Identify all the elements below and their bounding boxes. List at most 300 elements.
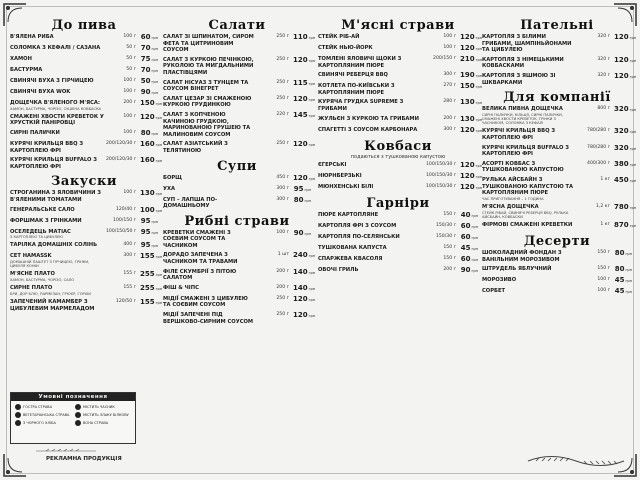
section-miasni: [318, 18, 483, 135]
dish-name: [482, 161, 580, 174]
price-value: 80: [140, 128, 151, 137]
dish-price: [460, 33, 483, 42]
dish-title: РУЛЬКА АЙСБАЙН З ТУШКОВАНОЮ КАПУСТОЮ ТА КАРТОПЛЯНИМ ПЮРЕ: [482, 176, 574, 197]
dish-weight: 250 г: [276, 312, 289, 318]
price-value: 150: [460, 82, 475, 91]
dish-weight: 250 г: [276, 295, 289, 301]
price-value: 45: [460, 243, 471, 252]
price-currency: грн: [151, 131, 158, 136]
dish-title: КАРТОПЛЯ ФРІ З СОУСОМ: [318, 222, 397, 229]
corner-ornament: [2, 452, 28, 478]
dish-title: СТРОГАНИНА З ЯЛОВИЧИНИ З В'ЯЛЕНИМИ ТОМАТАМИ: [10, 190, 101, 203]
dish-name: [482, 106, 580, 125]
section-title: Для компанії: [503, 90, 611, 106]
dish-title: КАРТОПЛЯ З НІМЕЦЬКИМИ КОВБАСКАМИ: [482, 56, 564, 70]
dish-price: [614, 33, 637, 42]
menu-item: [318, 212, 478, 220]
dish-weight: 300 г: [443, 126, 456, 132]
dish-weight: 100 г: [123, 89, 136, 94]
dish-weight: 100 г: [123, 129, 136, 135]
menu-item: [163, 33, 316, 54]
dish-title: КАРТОПЛЯ ПО-СЕЛЯНСЬКИ: [318, 233, 400, 240]
menu-item: [318, 223, 478, 231]
dish-weight: 150/30 г: [435, 222, 456, 228]
dish-price: [293, 173, 316, 183]
menu-item: [318, 33, 483, 42]
dish-weight: 250 г: [276, 141, 289, 147]
dish-name: [163, 285, 259, 292]
menu-item: [10, 284, 163, 296]
dish-name: [163, 175, 259, 182]
dish-title: САЛАТ З КУРКОЮ ПЕЧІНКОЮ, РУКОЛОЮ ТА МИГДАЛЬНИМИ ПЛАСТІВЦЯМИ: [163, 56, 254, 76]
dish-price: [460, 267, 478, 275]
price-value: 95: [140, 216, 151, 225]
dish-price: [140, 130, 158, 138]
dish-price: [140, 218, 158, 226]
menu-item: [482, 33, 637, 54]
dish-title: ЗАПЕЧЕНИЙ КАМАМБЕР З ЦИБУЛЕВИМ МАРМЕЛАДОМ: [10, 298, 95, 312]
dish-price: [460, 55, 483, 64]
dish-weight: 1,2 кг: [596, 203, 610, 209]
price-value: 60: [460, 221, 471, 230]
dish-weight: 100/150/30 г: [426, 172, 457, 178]
chili-icon: [15, 404, 21, 410]
dish-name: [163, 141, 259, 154]
dish-price: [293, 110, 316, 120]
dish-title: ДОЩЕЧКА В'ЯЛЕНОГО М'ЯСА:: [10, 100, 101, 106]
dish-price: [140, 284, 163, 293]
dish-title: М'ЯСНА ДОЩЕЧКА: [482, 203, 539, 210]
dish-title: ШТРУДЕЛЬ ЯБЛУЧНИЙ: [482, 266, 552, 273]
menu-item: [482, 288, 632, 296]
dish-price: [460, 245, 478, 253]
menu-item: [10, 89, 158, 97]
legend-item: [75, 412, 131, 418]
dish-price: [614, 143, 637, 153]
price-currency: грн: [475, 117, 483, 122]
menu-item: [163, 94, 316, 109]
dish-name: [163, 112, 259, 138]
price-currency: грн: [475, 163, 483, 168]
dish-price: [140, 189, 163, 198]
section-title: Гарніри: [366, 195, 430, 211]
dish-weight: 250 г: [276, 79, 289, 85]
price-currency: грн: [308, 113, 316, 118]
dish-price: [614, 202, 637, 212]
price-value: 95: [293, 184, 304, 193]
legend-label: З ЧОРНОГО ХЛІБА: [23, 421, 56, 425]
dish-weight: 220 г: [276, 111, 289, 117]
section-deserty: [482, 234, 632, 296]
menu-item: [163, 251, 316, 266]
dish-price: [614, 288, 632, 296]
price-currency: грн: [308, 254, 316, 259]
dish-price: [140, 45, 158, 53]
menu-item: [163, 267, 316, 282]
menu-item: [318, 125, 483, 135]
dish-weight: 150/30 г: [435, 233, 456, 239]
dish-price: [293, 55, 316, 65]
dish-name: [163, 96, 259, 109]
price-value: 320: [614, 143, 629, 152]
price-currency: грн: [629, 130, 637, 135]
menu-item: [10, 56, 158, 64]
menu-item: [318, 234, 478, 242]
price-value: 160: [140, 139, 155, 148]
price-value: 120: [614, 55, 629, 64]
dish-name: [10, 190, 106, 203]
menu-item: [482, 55, 637, 70]
dish-price: [460, 234, 478, 242]
dish-name: [318, 162, 426, 169]
dish-title: ОСЕЛЕДЕЦЬ МАТІАС: [10, 228, 71, 235]
dish-title: НЮРНБЕРЗЬКІ: [318, 172, 362, 179]
dish-name: [10, 114, 106, 127]
dish-price: [460, 160, 483, 170]
dish-name: [482, 222, 580, 229]
dish-name: [10, 45, 106, 52]
menu-item: [163, 110, 316, 138]
dish-title: КАРТОПЛЯ З ЯШМОЮ ЗІ ШКВАРКАМИ: [482, 72, 556, 86]
menu-item: [482, 127, 637, 141]
dish-name: [10, 100, 106, 111]
section-salaty: [163, 18, 316, 155]
dish-weight: 50 г: [126, 56, 136, 61]
dish-title: ТУШКОВАНА КАПУСТА: [318, 244, 387, 251]
dish-weight: 200/120/30 г: [106, 157, 137, 163]
dish-name: [318, 223, 426, 230]
menu-item: [163, 140, 316, 154]
price-value: 130: [460, 114, 475, 123]
dish-price: [460, 256, 478, 264]
price-currency: грн: [151, 47, 158, 51]
dish-price: [140, 242, 158, 250]
dish-title: СПАРЖЕВА КВАСОЛЯ: [318, 255, 383, 262]
dish-title: СИРНІ ПАЛИЧКИ: [10, 129, 60, 136]
dish-name: [318, 212, 426, 219]
price-value: 120: [293, 55, 308, 64]
dish-name: [10, 242, 106, 249]
price-value: 140: [293, 267, 308, 276]
dish-price: [140, 139, 163, 149]
dish-name: [10, 271, 106, 282]
dish-name: [482, 57, 580, 70]
dish-title: СТЕЙК НЬЮ-ЙОРК: [318, 45, 373, 51]
dish-weight: 300 г: [123, 253, 136, 259]
dish-weight: 200 г: [123, 100, 136, 105]
price-currency: грн: [151, 230, 158, 235]
price-currency: грн: [629, 178, 637, 183]
dish-title: САЛАТ НІСУАЗ З ТУНЦЕМ ТА СОУСОМ ВІНЕГРЕТ: [163, 79, 249, 93]
bread-icon: [15, 420, 21, 426]
legend-item: [75, 404, 131, 410]
legend-label: МІСТИТЬ ЗЛАКУ БІЛКОВУ: [83, 413, 129, 417]
price-currency: грн: [304, 231, 311, 236]
bottom-ornament: [526, 452, 626, 470]
menu-item: [163, 283, 316, 293]
dish-name: [318, 256, 426, 263]
dish-name: [318, 45, 426, 52]
section-title: М'ясні страви: [341, 18, 455, 33]
dish-title: БОРЩ: [163, 174, 183, 181]
price-value: 120: [614, 71, 629, 80]
price-currency: грн: [304, 198, 311, 203]
menu-item: [318, 182, 483, 192]
price-value: 120: [293, 173, 308, 182]
dish-name: [10, 34, 106, 41]
price-currency: грн: [471, 235, 478, 240]
dish-title: МІДІЇ ЗАПЕЧЕНІ ПІД ВЕРШКОВО-СИРНИМ СОУСОМ: [163, 312, 254, 325]
dish-name: [10, 78, 106, 85]
dish-weight: 200 г: [276, 268, 289, 274]
price-currency: грн: [151, 80, 158, 84]
dish-name: [318, 184, 426, 191]
dish-title: СОРБЕТ: [482, 288, 506, 295]
leaf-icon: [15, 412, 21, 418]
dish-title: СВИНЯЧІ ВУХА WOK: [10, 89, 71, 95]
dish-price: [140, 67, 158, 75]
price-value: 870: [614, 220, 629, 229]
price-value: 380: [614, 159, 629, 168]
price-currency: грн: [471, 257, 478, 262]
dish-name: [318, 72, 426, 79]
price-value: 100: [140, 205, 155, 214]
price-value: 80: [614, 265, 625, 274]
dish-price: [614, 71, 637, 81]
menu-item: [482, 175, 637, 201]
price-value: 60: [460, 232, 471, 241]
dish-title: УХА: [163, 185, 176, 192]
dish-weight: 320 г: [597, 56, 610, 62]
dish-name: [163, 252, 259, 265]
price-currency: грн: [629, 146, 637, 151]
dish-price: [140, 112, 163, 122]
legend-item: [15, 412, 71, 418]
dish-name: [10, 253, 106, 268]
price-value: 120: [460, 182, 475, 191]
dish-weight: 400 г: [123, 242, 136, 248]
dish-title: СВИНЯЧІ ВУХА З ГІРЧИЦЕЮ: [10, 78, 94, 84]
price-currency: грн: [151, 244, 158, 249]
menu-item: [482, 159, 637, 174]
dish-title: КОТЛЕТА ПО-КИЇВСЬКИ З КАРТОПЛЯНИМ ПЮРЕ: [318, 83, 395, 96]
price-value: 90: [460, 265, 471, 274]
dish-price: [293, 230, 311, 238]
dish-description: ДОМАШНІЙ ПАШТЕТ З ГІРЧИЦЕЮ, ГРІНКИ, ЦИБУЛЯ КОНФІ: [10, 259, 90, 269]
price-currency: грн: [308, 81, 316, 86]
price-currency: грн: [151, 36, 158, 40]
dish-weight: 50 г: [126, 67, 136, 72]
menu-item: [163, 173, 316, 183]
price-currency: грн: [308, 36, 316, 40]
dish-title: СОЛОМКА З КЕФАЛІ / САЗАНА: [10, 45, 101, 51]
menu-item: [10, 252, 163, 269]
dish-title: КУРЯЧІ КРИЛЬЦЯ BBQ З КАРТОПЛЕЮ ФРІ: [482, 128, 556, 141]
menu-item: [10, 99, 163, 111]
price-value: 140: [293, 283, 308, 292]
dish-weight: 1 кг: [600, 176, 610, 182]
dish-name: [10, 285, 106, 296]
dish-price: [140, 34, 158, 42]
dish-name: [318, 83, 426, 96]
dish-weight: 300 г: [443, 72, 456, 78]
section-title: Десерти: [523, 233, 591, 249]
price-currency: грн: [155, 255, 163, 260]
menu-item: [318, 114, 483, 124]
dish-name: [482, 73, 580, 86]
dish-weight: 100/150/30 г: [426, 183, 457, 189]
dish-weight: 50 г: [126, 45, 136, 50]
menu-item: [482, 71, 637, 86]
dish-title: В'ЯЛЕНА РИБА: [10, 34, 54, 40]
price-currency: грн: [475, 36, 483, 40]
menu-item: [10, 112, 163, 127]
dish-title: СЕТ HAMASSK: [10, 253, 52, 260]
price-value: 120: [140, 112, 155, 121]
price-value: 50: [140, 77, 151, 85]
dish-price: [460, 182, 483, 192]
dish-weight: 150 г: [443, 244, 456, 250]
section-title: Пательні: [520, 18, 594, 33]
price-currency: грн: [629, 108, 637, 113]
menu-item: [10, 270, 163, 282]
legend-item: [15, 420, 71, 426]
price-value: 70: [140, 66, 151, 74]
dish-weight: 150 г: [597, 266, 610, 272]
menu-item: [163, 197, 311, 210]
menu-item: [318, 82, 483, 96]
dish-price: [140, 297, 163, 307]
dish-weight: 450 г: [276, 174, 289, 180]
dish-weight: 200/120/30 г: [106, 140, 137, 146]
dish-weight: 200 г: [443, 266, 456, 272]
dish-price: [460, 98, 483, 107]
legend-item: [15, 404, 71, 410]
price-currency: грн: [304, 187, 311, 192]
dish-weight: 120/40 г: [115, 206, 136, 212]
menu-item: [10, 34, 158, 42]
dish-weight: 400/300 г: [587, 160, 610, 166]
dish-title: КРЕВЕТКИ СМАЖЕНІ З СОЄВИМ СОУСОМ ТА ЧАСНИКОМ: [163, 229, 231, 249]
dish-title: КУРЯЧІ КРИЛЬЦЯ BUFFALO З КАРТОПЛЕЮ ФРІ: [482, 144, 569, 158]
dish-weight: 100 г: [597, 277, 610, 283]
menu-item: [318, 55, 483, 69]
dish-price: [293, 267, 316, 277]
price-currency: грн: [475, 47, 483, 51]
dish-price: [614, 105, 637, 114]
dish-name: [10, 67, 106, 74]
price-currency: грн: [625, 251, 632, 256]
section-do-pyva: [10, 18, 163, 170]
dish-name: [482, 288, 580, 295]
section-harniry: [318, 196, 478, 275]
section-kompaniya: [482, 90, 637, 230]
dish-weight: 100 г: [276, 229, 289, 235]
section-title: До пива: [51, 18, 117, 33]
price-value: 320: [614, 105, 629, 114]
dish-title: СТЕЙК РІБ-АЙ: [318, 34, 360, 40]
price-value: 320: [614, 127, 629, 136]
dish-title: ЄГЕРСЬКІ: [318, 161, 347, 168]
dish-name: [163, 197, 259, 210]
menu-column-3: [318, 18, 483, 279]
dish-name: [10, 229, 106, 240]
price-currency: грн: [308, 286, 316, 291]
price-currency: грн: [155, 287, 163, 292]
dish-name: [318, 116, 426, 123]
price-value: 90: [140, 88, 151, 96]
dish-weight: 280 г: [443, 99, 456, 105]
section-subtitle: подаються з тушкованою капустою: [350, 153, 446, 160]
legend-label: ВЕГЕТАРІАНСЬКА СТРАВА: [23, 413, 70, 417]
section-pateli: [482, 18, 637, 86]
menu-item: [163, 78, 316, 93]
price-currency: грн: [308, 58, 316, 63]
price-currency: грн: [151, 58, 158, 62]
dish-name: [163, 230, 259, 250]
menu-item: [10, 189, 163, 203]
dish-price: [614, 277, 632, 285]
menu-column-4: [482, 18, 637, 300]
price-currency: грн: [475, 101, 483, 106]
dish-title: МОРОЗИВО: [482, 277, 517, 284]
dish-price: [140, 205, 163, 215]
dish-name: [482, 277, 580, 284]
menu-item: [318, 71, 483, 80]
dish-title: ГЕНЕРАЛЬСЬКЕ САЛО: [10, 206, 75, 213]
dish-weight: 1 кг: [600, 221, 610, 227]
menu-item: [10, 205, 163, 215]
dish-title: САЛАТ ЦЕЗАР ЗІ СМАЖЕНОЮ КУРКОЮ ГРУДИНКОЮ: [163, 95, 252, 109]
dish-weight: 155 г: [123, 285, 136, 291]
dish-name: [10, 207, 106, 214]
menu-item: [318, 256, 478, 264]
dish-price: [293, 311, 316, 320]
dish-name: [163, 296, 259, 309]
dish-price: [293, 78, 316, 88]
dish-title: СИРНЕ ПЛАТО: [10, 285, 53, 292]
price-currency: грн: [155, 142, 163, 147]
legend-grid: [11, 401, 135, 429]
price-currency: грн: [475, 85, 483, 90]
section-title: Супи: [217, 158, 257, 174]
section-supy: [163, 158, 316, 210]
dish-name: [10, 218, 106, 225]
menu-item: [318, 267, 478, 275]
menu-item: [10, 297, 163, 312]
dish-price: [460, 171, 483, 181]
dish-price: [293, 140, 316, 149]
dish-weight: 100 г: [123, 78, 136, 83]
dish-weight: 250 г: [276, 34, 289, 39]
price-currency: грн: [471, 246, 478, 251]
menu-item: [10, 130, 158, 138]
dish-title: АСОРТІ КОВБАС З ТУШКОВАНОЮ КАПУСТОЮ: [482, 160, 564, 174]
dish-name: [163, 269, 259, 282]
menu-item: [10, 78, 158, 86]
dish-price: [460, 71, 483, 80]
price-currency: грн: [471, 268, 478, 273]
dish-name: [482, 34, 580, 54]
dish-price: [460, 114, 483, 124]
price-value: 450: [614, 175, 629, 184]
menu-item: [482, 105, 637, 126]
dish-description: БРИ, ДОР БЛЮ, ПАРМЕЗАН, ГРЮЄР, ГОРІХИ: [10, 291, 91, 296]
dish-price: [140, 99, 163, 108]
price-currency: грн: [471, 213, 478, 218]
dish-title: М'ЯСНЕ ПЛАТО: [10, 271, 55, 278]
price-currency: грн: [155, 273, 163, 278]
